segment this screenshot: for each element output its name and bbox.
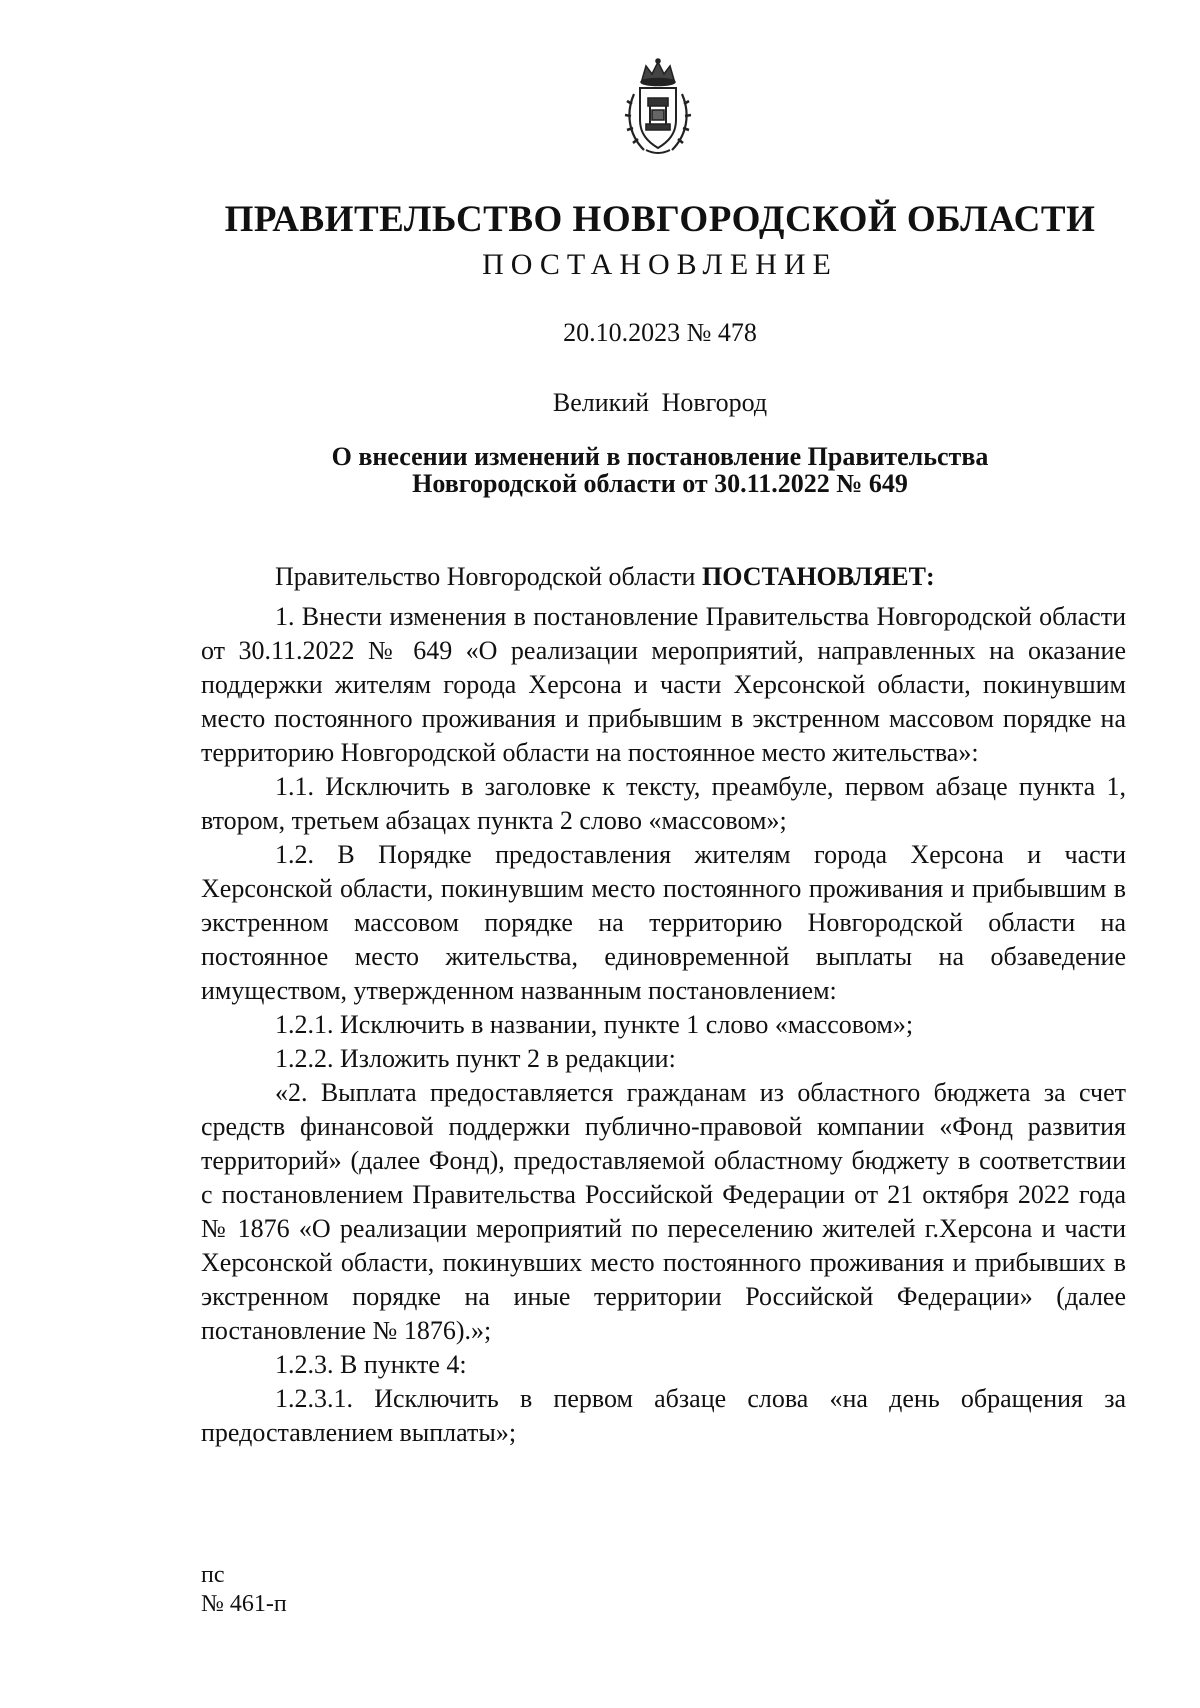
paragraph-quote-2: «2. Выплата предоставляется гражданам из областного бюджета за счет средств финансовой поддержки публично-правовой компании «Фонд развития территорий» (далее Фонд), предоставляемой областному бюджету в соответствии с постановлением Правительства Российской Федерации от 21 октября 2022 года № 1876 «О реализации мероприятий по переселению жителей г.Херсона и части Херсонской области, покинувших место постоянного проживания и прибывших в экстренном порядке на иные территории Российской Федерации» (далее постановление № 1876).»;	[201, 1078, 1126, 1345]
document-date-number: 20.10.2023 № 478	[563, 318, 757, 347]
resolution-lead	[201, 560, 1126, 594]
paragraph-1-2: 1.2. В Порядке предоставления жителям города Херсона и части Херсонской области, покинувшим место постоянного проживания и прибывшим в экстренном массовом порядке на территорию Новгородской области на постоянное место жительства, единовременной выплаты на обзаведение имуществом, утвержденном названным постановлением:	[201, 840, 1126, 1005]
document-subject	[0, 443, 1200, 497]
organization-title: ПРАВИТЕЛЬСТВО НОВГОРОДСКОЙ ОБЛАСТИ	[224, 199, 1096, 240]
footer-line-2: № 461-п	[201, 1591, 287, 1617]
paragraph-1-1: 1.1. Исключить в заголовке к тексту, преамбуле, первом абзаце пункта 1, втором, третьем абзацах пункта 2 слово «массовом»;	[201, 772, 1126, 835]
paragraph-1-2-1: 1.2.1. Исключить в названии, пункте 1 слово «массовом»;	[275, 1010, 914, 1039]
document-body	[201, 560, 1126, 1450]
coat-of-arms-icon	[622, 58, 694, 158]
subject-line-2: Новгородской области от 30.11.2022 № 649	[412, 469, 908, 498]
subject-line-1: О внесении изменений в постановление Правительства	[331, 442, 989, 471]
document-city: Великий Новгород	[552, 388, 768, 417]
lead-text: Правительство Новгородской области	[275, 562, 702, 591]
paragraph-1-2-3-1: 1.2.3.1. Исключить в первом абзаце слова «на день обращения за предоставлением выплаты»;	[201, 1384, 1126, 1447]
footer-note	[201, 1561, 287, 1619]
document-type: ПОСТАНОВЛЕНИЕ	[482, 248, 838, 281]
lead-bold: ПОСТАНОВЛЯЕТ:	[701, 562, 935, 591]
paragraph-1: 1. Внести изменения в постановление Правительства Новгородской области от 30.11.2022 № 649 «О реализации мероприятий, направленных на оказание поддержки жителям города Херсона и части Херсонской области, покинувшим место постоянного проживания и прибывшим в экстренном массовом порядке на территорию Новгородской области на постоянное место жительства»:	[201, 602, 1126, 767]
footer-line-1: пс	[201, 1562, 225, 1588]
paragraph-1-2-2: 1.2.2. Изложить пункт 2 в редакции:	[275, 1044, 676, 1073]
paragraph-1-2-3: 1.2.3. В пункте 4:	[275, 1350, 467, 1379]
